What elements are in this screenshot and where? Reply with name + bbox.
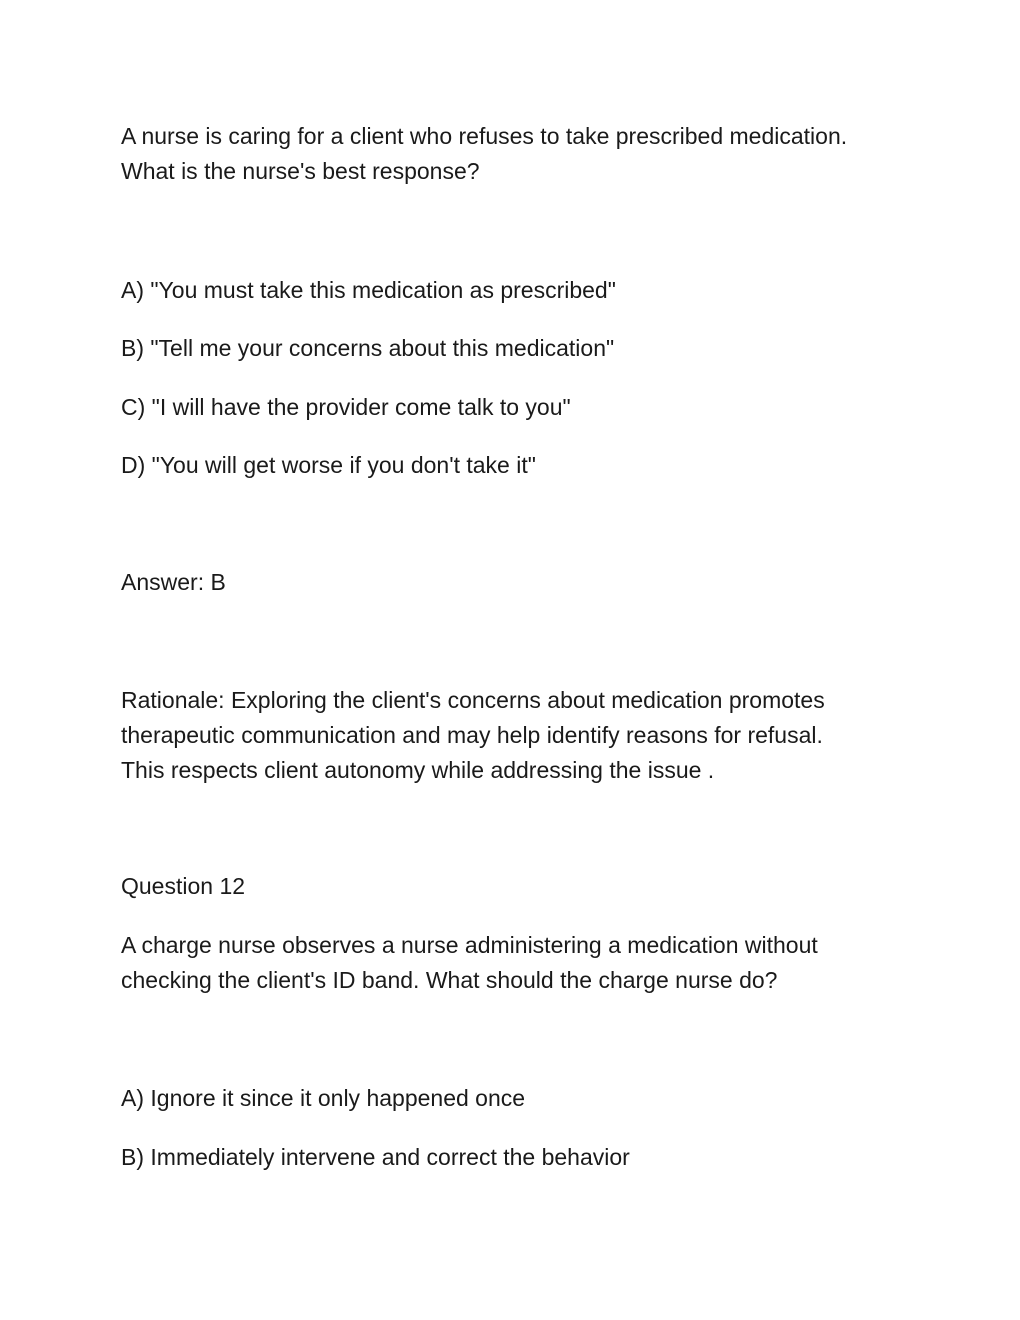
question-11-stem-line: A nurse is caring for a client who refuses to take prescribed medication. — [121, 123, 848, 149]
question-11-stem — [121, 119, 847, 189]
question-12-stem-line: checking the client's ID band. What should the charge nurse do? — [121, 967, 778, 993]
rationale-line: Rationale: Exploring the client's concerns about medication promotes — [121, 687, 825, 713]
question-12-option-b: B) Immediately intervene and correct the behavior — [121, 1144, 630, 1170]
question-11-rationale — [121, 683, 825, 788]
question-12-option-a: A) Ignore it since it only happened once — [121, 1085, 526, 1111]
question-12-stem — [121, 928, 818, 998]
question-11-option-a: A) "You must take this medication as prescribed" — [121, 277, 616, 303]
question-11-option-d: D) "You will get worse if you don't take it" — [121, 452, 536, 478]
question-11-answer: Answer: B — [121, 569, 226, 595]
document-page — [121, 0, 921, 1320]
rationale-line: This respects client autonomy while addressing the issue . — [121, 757, 715, 783]
question-11-option-b: B) "Tell me your concerns about this medication" — [121, 335, 615, 361]
question-11-option-c: C) "I will have the provider come talk to you" — [121, 394, 571, 420]
question-12-stem-line: A charge nurse observes a nurse administering a medication without — [121, 932, 818, 958]
question-11-stem-line: What is the nurse's best response? — [121, 158, 480, 184]
question-12-heading: Question 12 — [121, 873, 246, 899]
rationale-line: therapeutic communication and may help identify reasons for refusal. — [121, 722, 823, 748]
